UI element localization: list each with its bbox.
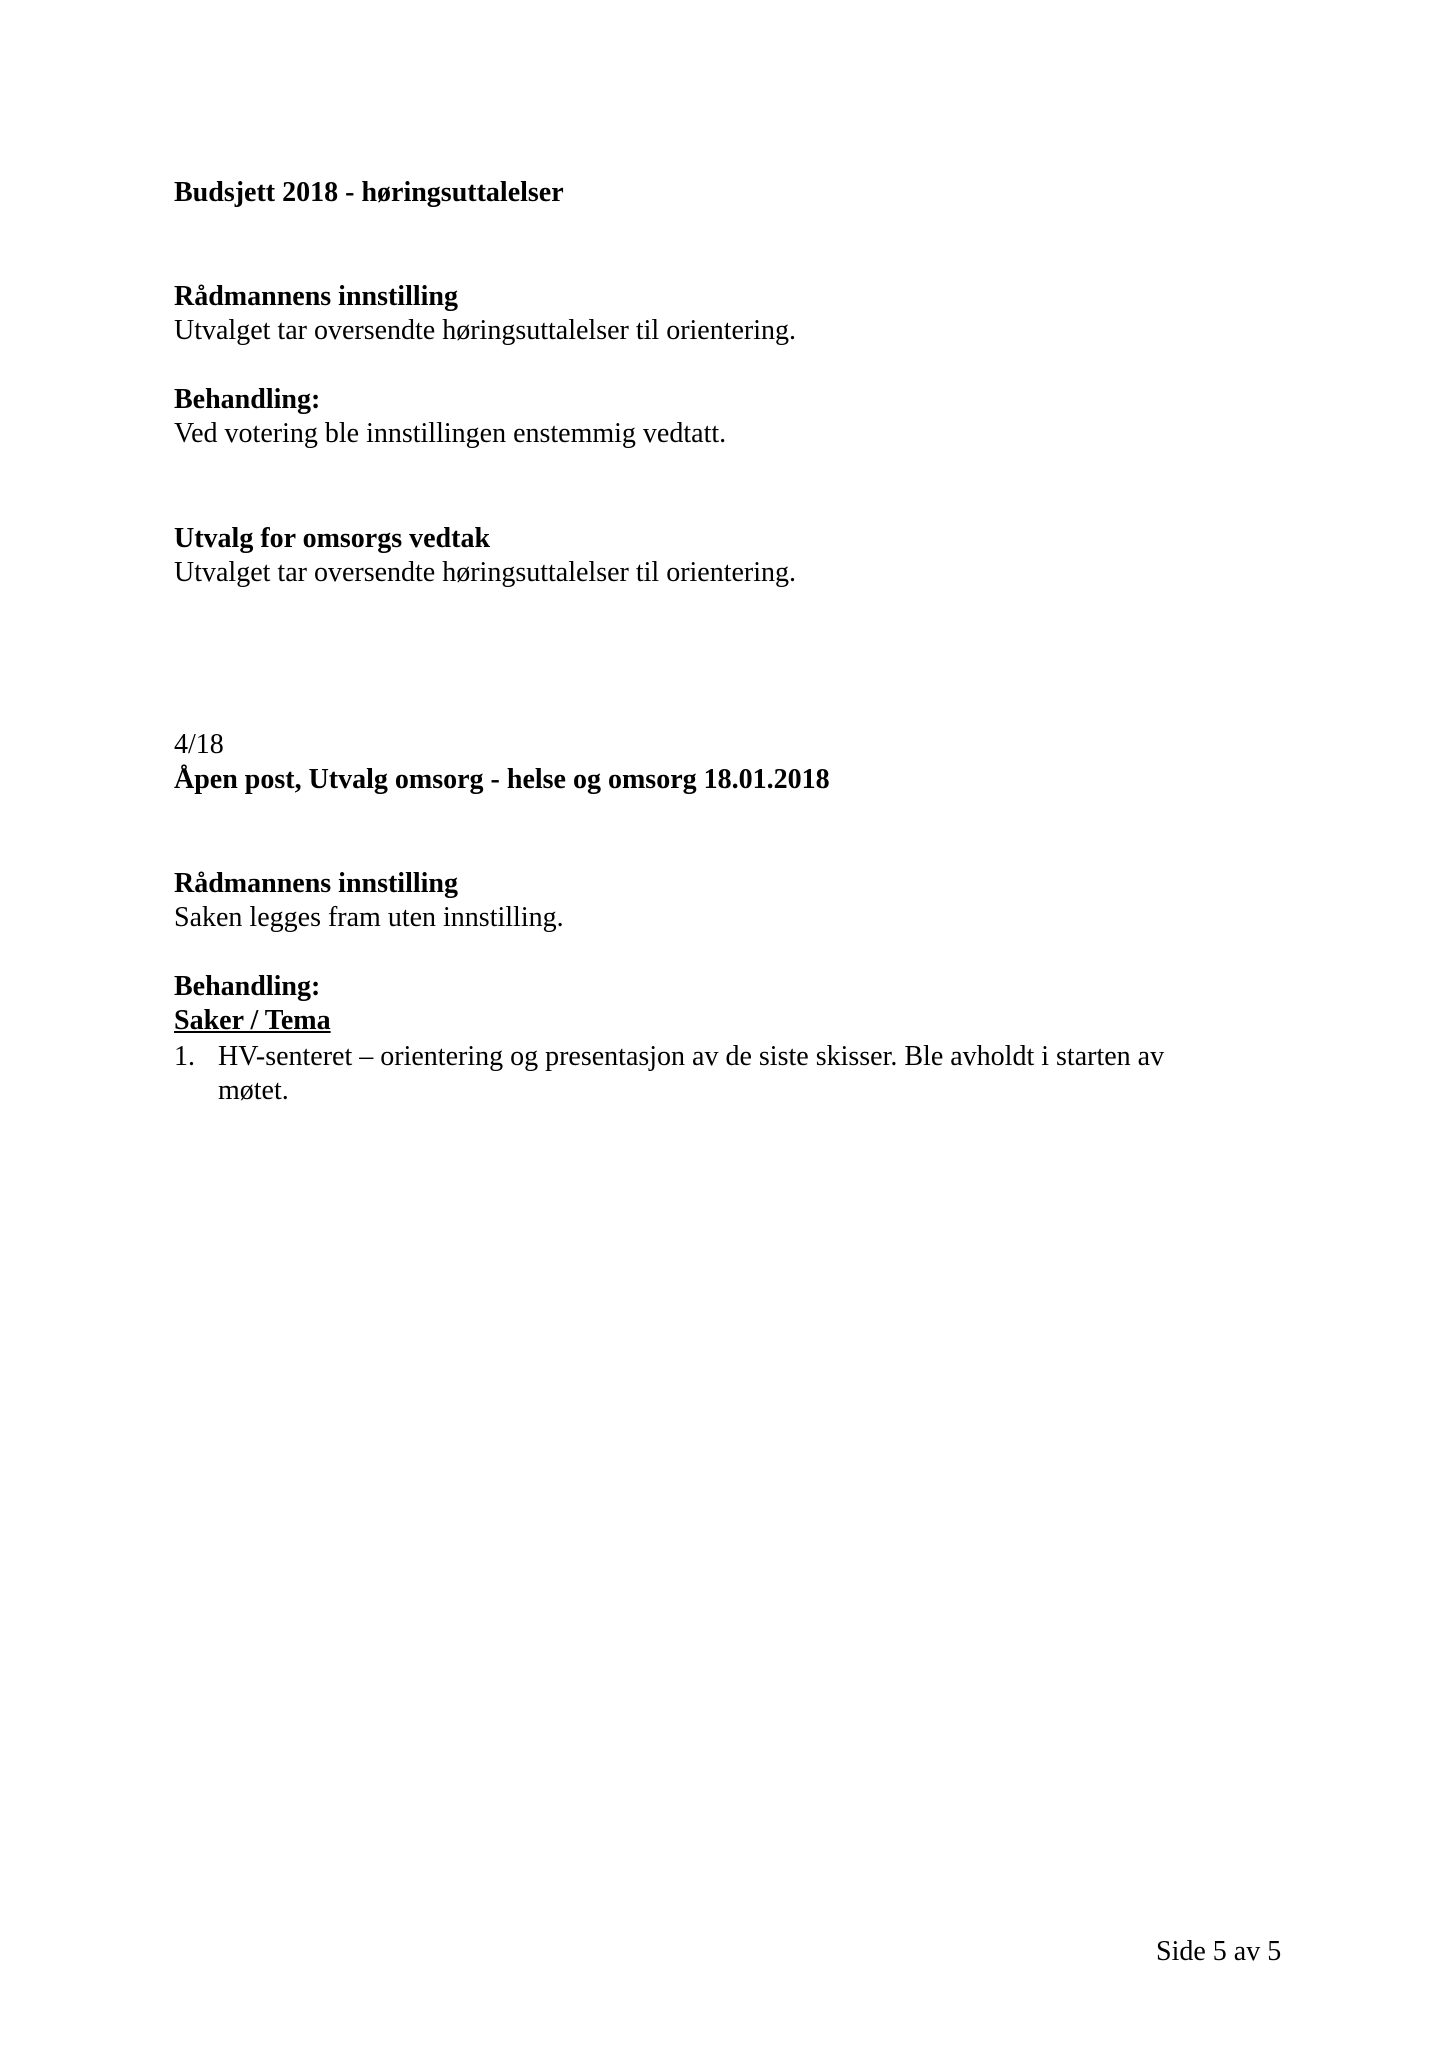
recommendation-text: Utvalget tar oversendte høringsuttalelser til orientering.: [174, 315, 797, 346]
treatment-text: Ved votering ble innstillingen enstemmig vedtatt.: [174, 418, 727, 449]
decision-heading: Utvalg for omsorgs vedtak: [174, 523, 491, 554]
list-item: [174, 1040, 1234, 1108]
page-number: Side 5 av 5: [1156, 1936, 1282, 1967]
recommendation-heading: Rådmannens innstilling: [174, 281, 458, 312]
decision-text: Utvalget tar oversendte høringsuttalelser til orientering.: [174, 557, 797, 588]
case-number: 4/18: [174, 729, 224, 760]
section-title: Åpen post, Utvalg omsorg - helse og omsorg 18.01.2018: [174, 764, 830, 795]
treatment-heading: Behandling:: [174, 384, 321, 415]
treatment-heading: Behandling:: [174, 971, 321, 1002]
section-title: Budsjett 2018 - høringsuttalelser: [174, 177, 564, 208]
list-item-text: HV-senteret – orientering og presentasjon av de siste skisser. Ble avholdt i starten av møtet.: [218, 1041, 1165, 1106]
list-item-number: 1.: [174, 1041, 195, 1072]
topics-heading: Saker / Tema: [174, 1005, 331, 1036]
recommendation-heading: Rådmannens innstilling: [174, 868, 458, 899]
recommendation-text: Saken legges fram uten innstilling.: [174, 902, 564, 933]
